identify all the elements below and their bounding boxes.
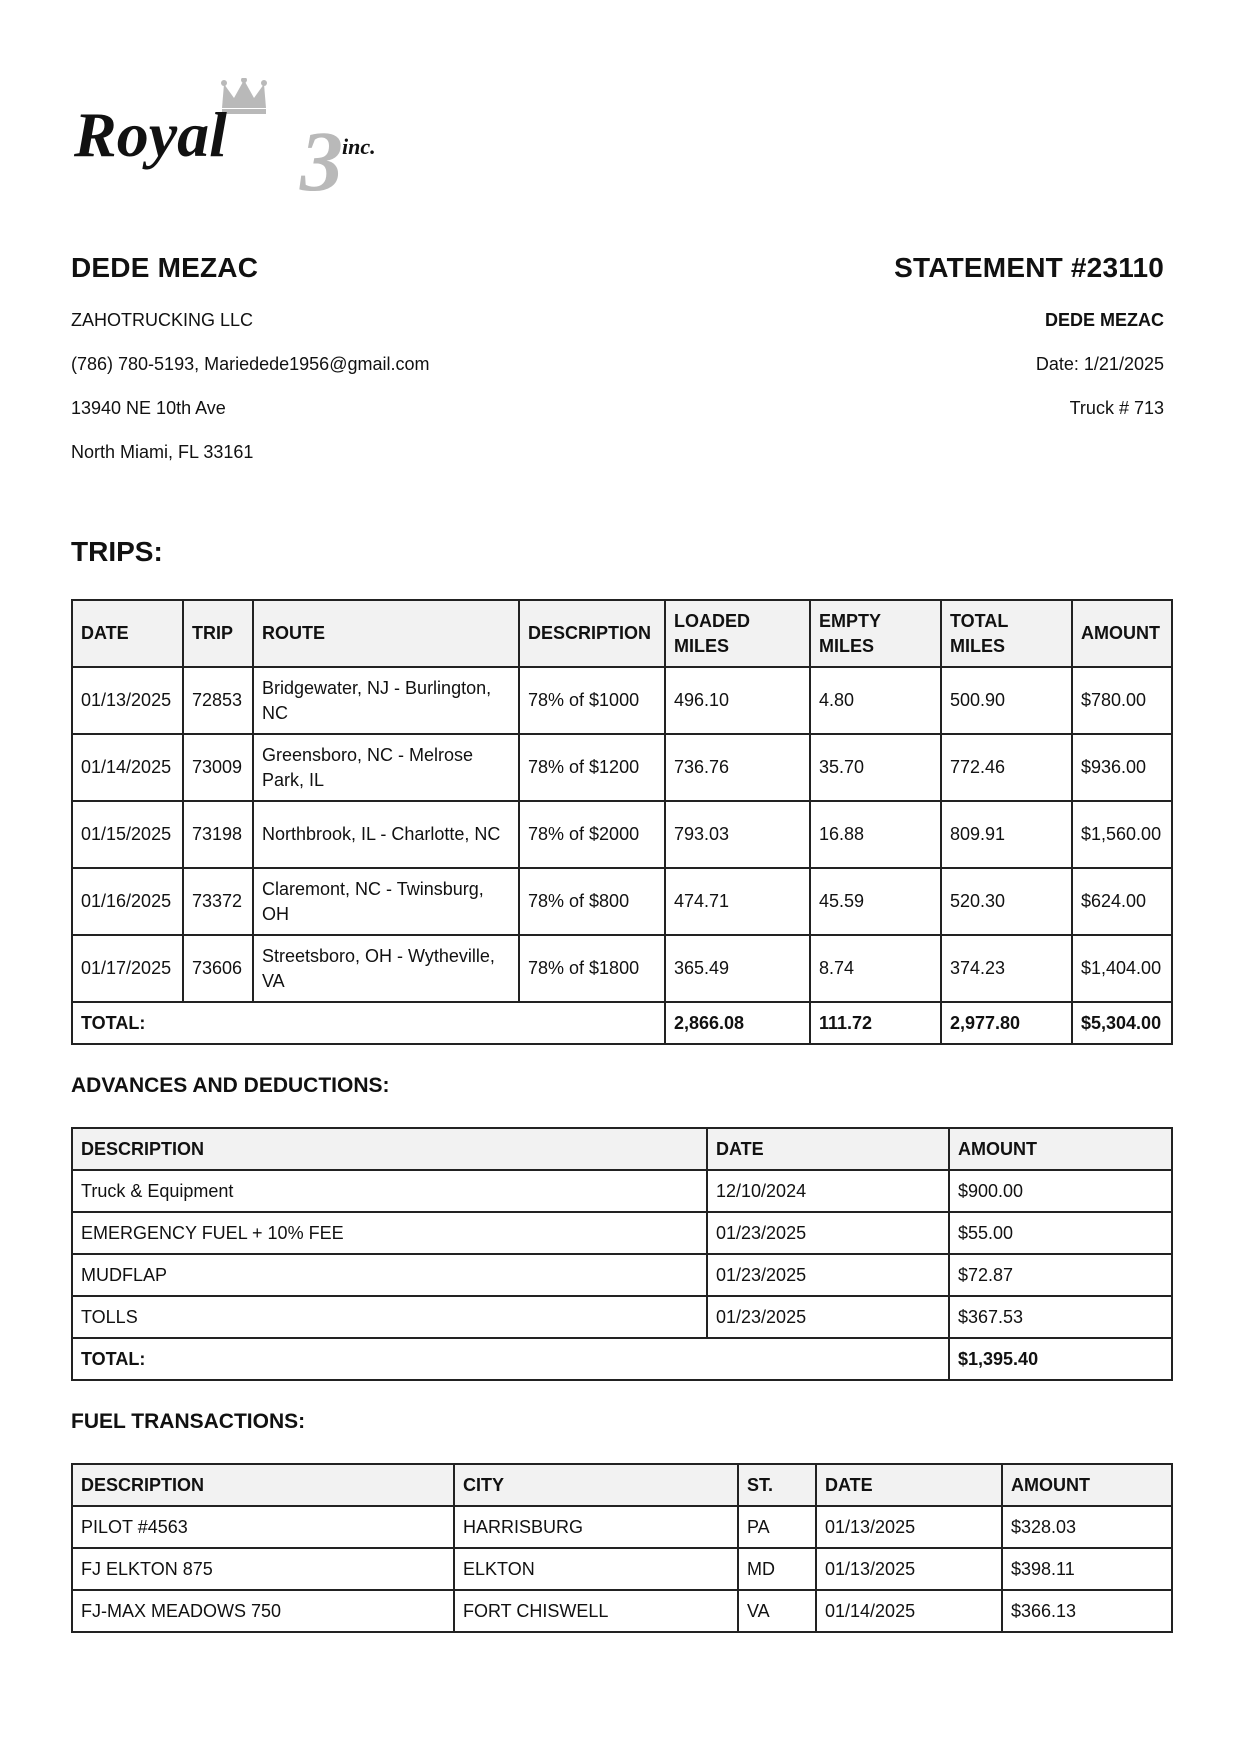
total-row (72, 1338, 1172, 1380)
table-row (72, 734, 1172, 801)
col-header-description: DESCRIPTION (72, 1128, 707, 1170)
cell-amount: $780.00 (1072, 667, 1172, 734)
cell-city: FORT CHISWELL (454, 1590, 738, 1632)
table-row (72, 1548, 1172, 1590)
contact-info: (786) 780-5193, Mariedede1956@gmail.com (71, 354, 430, 374)
cell-trip: 72853 (183, 667, 253, 734)
cell-route: Streetsboro, OH - Wytheville, VA (253, 935, 519, 1002)
table-row (72, 1254, 1172, 1296)
cell-state: VA (738, 1590, 816, 1632)
total-miles: 2,977.80 (941, 1002, 1072, 1044)
col-header-state: ST. (738, 1464, 816, 1506)
col-header-description: DESCRIPTION (72, 1464, 454, 1506)
col-header-amount: AMOUNT (1002, 1464, 1172, 1506)
trips-table (71, 599, 1173, 1045)
total-empty-miles: 111.72 (810, 1002, 941, 1044)
cell-amount: $367.53 (949, 1296, 1172, 1338)
fuel-table (71, 1463, 1173, 1633)
statement-date: Date: 1/21/2025 (1035, 354, 1164, 374)
cell-description: 78% of $2000 (519, 801, 665, 868)
cell-empty-miles: 45.59 (810, 868, 941, 935)
total-row (72, 1002, 1172, 1044)
cell-loaded-miles: 474.71 (665, 868, 810, 935)
trips-title: TRIPS: (71, 536, 163, 567)
col-header-date: DATE (816, 1464, 1002, 1506)
cell-description: MUDFLAP (72, 1254, 707, 1296)
total-label: TOTAL: (72, 1338, 949, 1380)
cell-route: Northbrook, IL - Charlotte, NC (253, 801, 519, 868)
table-row (72, 667, 1172, 734)
cell-date: 01/23/2025 (707, 1212, 949, 1254)
cell-amount: $624.00 (1072, 868, 1172, 935)
cell-total-miles: 520.30 (941, 868, 1072, 935)
col-header-date: DATE (707, 1128, 949, 1170)
cell-amount: $936.00 (1072, 734, 1172, 801)
cell-amount: $1,404.00 (1072, 935, 1172, 1002)
cell-city: HARRISBURG (454, 1506, 738, 1548)
total-amount: $1,395.40 (949, 1338, 1172, 1380)
deductions-title: ADVANCES AND DEDUCTIONS: (71, 1074, 390, 1097)
col-header-description: DESCRIPTION (519, 600, 665, 667)
address-line-1: 13940 NE 10th Ave (71, 398, 226, 418)
cell-loaded-miles: 496.10 (665, 667, 810, 734)
cell-empty-miles: 16.88 (810, 801, 941, 868)
total-label: TOTAL: (72, 1002, 665, 1044)
table-row (72, 1170, 1172, 1212)
statement-driver: DEDE MEZAC (1044, 310, 1164, 330)
col-header-amount: AMOUNT (949, 1128, 1172, 1170)
fuel-title: FUEL TRANSACTIONS: (71, 1410, 306, 1433)
crown-icon (221, 78, 267, 114)
table-row (72, 801, 1172, 868)
company-info (71, 250, 631, 474)
cell-route: Claremont, NC - Twinsburg, OH (253, 868, 519, 935)
cell-description: 78% of $1800 (519, 935, 665, 1002)
cell-total-miles: 809.91 (941, 801, 1072, 868)
cell-amount: $55.00 (949, 1212, 1172, 1254)
cell-amount: $900.00 (949, 1170, 1172, 1212)
cell-total-miles: 374.23 (941, 935, 1072, 1002)
cell-date: 01/14/2025 (816, 1590, 1002, 1632)
company-name: DEDE MEZAC (71, 252, 259, 283)
truck-number: Truck # 713 (1069, 398, 1164, 418)
cell-date: 01/17/2025 (72, 935, 183, 1002)
cell-total-miles: 772.46 (941, 734, 1072, 801)
cell-loaded-miles: 365.49 (665, 935, 810, 1002)
cell-amount: $72.87 (949, 1254, 1172, 1296)
cell-state: MD (738, 1548, 816, 1590)
col-header-amount: AMOUNT (1072, 600, 1172, 667)
total-loaded-miles: 2,866.08 (665, 1002, 810, 1044)
cell-trip: 73009 (183, 734, 253, 801)
col-header-empty-miles: EMPTY MILES (810, 600, 941, 667)
table-row (72, 1296, 1172, 1338)
col-header-route: ROUTE (253, 600, 519, 667)
cell-date: 01/15/2025 (72, 801, 183, 868)
statement-title: STATEMENT #23110 (894, 252, 1164, 283)
cell-trip: 73372 (183, 868, 253, 935)
table-header-row (72, 1464, 1172, 1506)
col-header-loaded-miles: LOADED MILES (665, 600, 810, 667)
cell-date: 01/14/2025 (72, 734, 183, 801)
deductions-table (71, 1127, 1173, 1381)
cell-date: 01/23/2025 (707, 1254, 949, 1296)
cell-description: TOLLS (72, 1296, 707, 1338)
cell-route: Greensboro, NC - Melrose Park, IL (253, 734, 519, 801)
cell-loaded-miles: 793.03 (665, 801, 810, 868)
cell-amount: $366.13 (1002, 1590, 1172, 1632)
cell-amount: $398.11 (1002, 1548, 1172, 1590)
cell-description: FJ-MAX MEADOWS 750 (72, 1590, 454, 1632)
cell-amount: $328.03 (1002, 1506, 1172, 1548)
cell-trip: 73198 (183, 801, 253, 868)
cell-empty-miles: 4.80 (810, 667, 941, 734)
cell-description: PILOT #4563 (72, 1506, 454, 1548)
cell-date: 01/13/2025 (72, 667, 183, 734)
col-header-total-miles: TOTAL MILES (941, 600, 1072, 667)
cell-empty-miles: 8.74 (810, 935, 941, 1002)
cell-city: ELKTON (454, 1548, 738, 1590)
cell-loaded-miles: 736.76 (665, 734, 810, 801)
cell-amount: $1,560.00 (1072, 801, 1172, 868)
address-line-2: North Miami, FL 33161 (71, 442, 254, 462)
total-amount: $5,304.00 (1072, 1002, 1172, 1044)
cell-description: 78% of $800 (519, 868, 665, 935)
cell-trip: 73606 (183, 935, 253, 1002)
statement-info (644, 250, 1164, 430)
business-name: ZAHOTRUCKING LLC (71, 310, 254, 330)
table-row (72, 1212, 1172, 1254)
company-logo (72, 78, 392, 198)
table-header-row (72, 600, 1172, 667)
col-header-trip: TRIP (183, 600, 253, 667)
table-row (72, 1506, 1172, 1548)
cell-date: 12/10/2024 (707, 1170, 949, 1212)
cell-description: EMERGENCY FUEL + 10% FEE (72, 1212, 707, 1254)
cell-state: PA (738, 1506, 816, 1548)
table-row (72, 1590, 1172, 1632)
cell-description: 78% of $1000 (519, 667, 665, 734)
cell-date: 01/13/2025 (816, 1548, 1002, 1590)
cell-route: Bridgewater, NJ - Burlington, NC (253, 667, 519, 734)
cell-date: 01/16/2025 (72, 868, 183, 935)
logo-suffix: inc. (342, 134, 376, 159)
table-row (72, 935, 1172, 1002)
cell-date: 01/23/2025 (707, 1296, 949, 1338)
logo-wordmark: Royal (74, 99, 227, 170)
cell-empty-miles: 35.70 (810, 734, 941, 801)
cell-date: 01/13/2025 (816, 1506, 1002, 1548)
table-row (72, 868, 1172, 935)
cell-description: FJ ELKTON 875 (72, 1548, 454, 1590)
logo-numeral: 3 (300, 113, 343, 198)
col-header-city: CITY (454, 1464, 738, 1506)
table-header-row (72, 1128, 1172, 1170)
cell-description: 78% of $1200 (519, 734, 665, 801)
col-header-date: DATE (72, 600, 183, 667)
cell-description: Truck & Equipment (72, 1170, 707, 1212)
cell-total-miles: 500.90 (941, 667, 1072, 734)
